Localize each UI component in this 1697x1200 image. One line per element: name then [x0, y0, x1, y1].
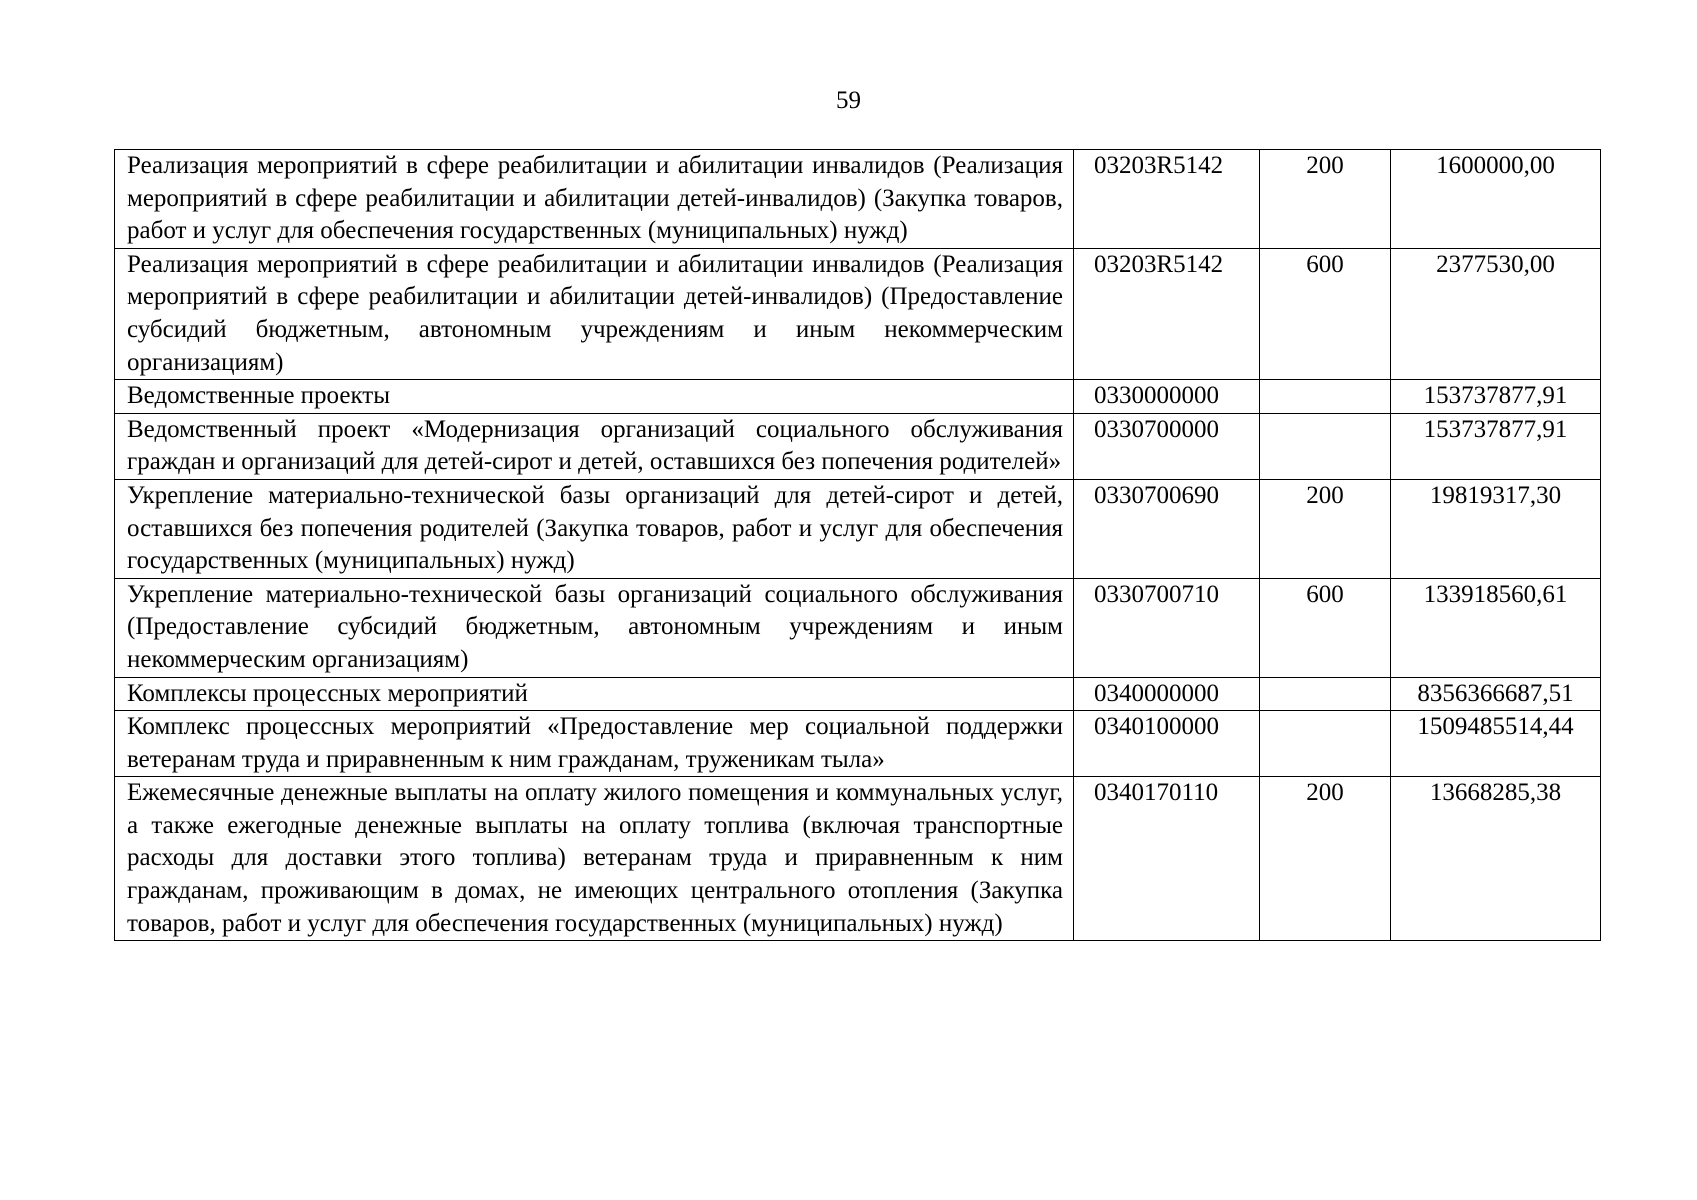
row-amount: 8356366687,51 — [1391, 677, 1601, 711]
row-type: 600 — [1260, 248, 1391, 379]
table-row — [115, 380, 1601, 414]
row-description: Укрепление материально-технической базы организаций для детей-сирот и детей, оставшихся без попечения родителей (Закупка товаров, работ и услуг для обеспечения государственных (муниципальных) нужд) — [115, 479, 1074, 578]
row-type — [1260, 711, 1391, 777]
page-number: 59 — [836, 87, 861, 114]
row-amount: 19819317,30 — [1391, 479, 1601, 578]
table-row — [115, 777, 1601, 941]
row-description: Ведомственный проект «Модернизация организаций социального обслуживания граждан и организаций для детей-сирот и детей, оставшихся без попечения родителей» — [115, 413, 1074, 479]
row-type — [1260, 677, 1391, 711]
row-code: 0330700000 — [1074, 413, 1260, 479]
row-amount: 153737877,91 — [1391, 380, 1601, 414]
row-description: Реализация мероприятий в сфере реабилитации и абилитации инвалидов (Реализация мероприятий в сфере реабилитации и абилитации детей-инвалидов) (Предоставление субсидий бюджетным, автономным учреждениям и иным некоммерческим организациям) — [115, 248, 1074, 379]
row-amount: 1509485514,44 — [1391, 711, 1601, 777]
table-row — [115, 479, 1601, 578]
row-code: 0340170110 — [1074, 777, 1260, 941]
row-type — [1260, 413, 1391, 479]
row-amount: 153737877,91 — [1391, 413, 1601, 479]
row-code: 0340100000 — [1074, 711, 1260, 777]
row-code: 0340000000 — [1074, 677, 1260, 711]
row-type: 200 — [1260, 777, 1391, 941]
row-code: 0330700710 — [1074, 578, 1260, 677]
row-code: 0330000000 — [1074, 380, 1260, 414]
row-description: Укрепление материально-технической базы организаций социального обслуживания (Предоставление субсидий бюджетным, автономным учреждениям и иным некоммерческим организациям) — [115, 578, 1074, 677]
table-row — [115, 248, 1601, 379]
row-type: 200 — [1260, 479, 1391, 578]
row-type: 600 — [1260, 578, 1391, 677]
row-code: 03203R5142 — [1074, 150, 1260, 249]
row-amount: 133918560,61 — [1391, 578, 1601, 677]
budget-table — [114, 149, 1601, 941]
row-description: Реализация мероприятий в сфере реабилитации и абилитации инвалидов (Реализация мероприятий в сфере реабилитации и абилитации детей-инвалидов) (Закупка товаров, работ и услуг для обеспечения государственных (муниципальных) нужд) — [115, 150, 1074, 249]
row-amount: 2377530,00 — [1391, 248, 1601, 379]
table-row — [115, 578, 1601, 677]
row-amount: 1600000,00 — [1391, 150, 1601, 249]
table-row — [115, 677, 1601, 711]
table-row — [115, 711, 1601, 777]
table-row — [115, 150, 1601, 249]
row-type: 200 — [1260, 150, 1391, 249]
row-description: Ведомственные проекты — [115, 380, 1074, 414]
row-description: Комплексы процессных мероприятий — [115, 677, 1074, 711]
table-row — [115, 413, 1601, 479]
row-description: Ежемесячные денежные выплаты на оплату жилого помещения и коммунальных услуг, а также ежегодные денежные выплаты на оплату топлива (включая транспортные расходы для доставки этого топлива) ветеранам труда и приравненным к ним гражданам, проживающим в домах, не имеющих центрального отопления (Закупка товаров, работ и услуг для обеспечения государственных (муниципальных) нужд) — [115, 777, 1074, 941]
row-code: 0330700690 — [1074, 479, 1260, 578]
row-type — [1260, 380, 1391, 414]
row-amount: 13668285,38 — [1391, 777, 1601, 941]
row-description: Комплекс процессных мероприятий «Предоставление мер социальной поддержки ветеранам труда и приравненным к ним гражданам, труженикам тыла» — [115, 711, 1074, 777]
row-code: 03203R5142 — [1074, 248, 1260, 379]
